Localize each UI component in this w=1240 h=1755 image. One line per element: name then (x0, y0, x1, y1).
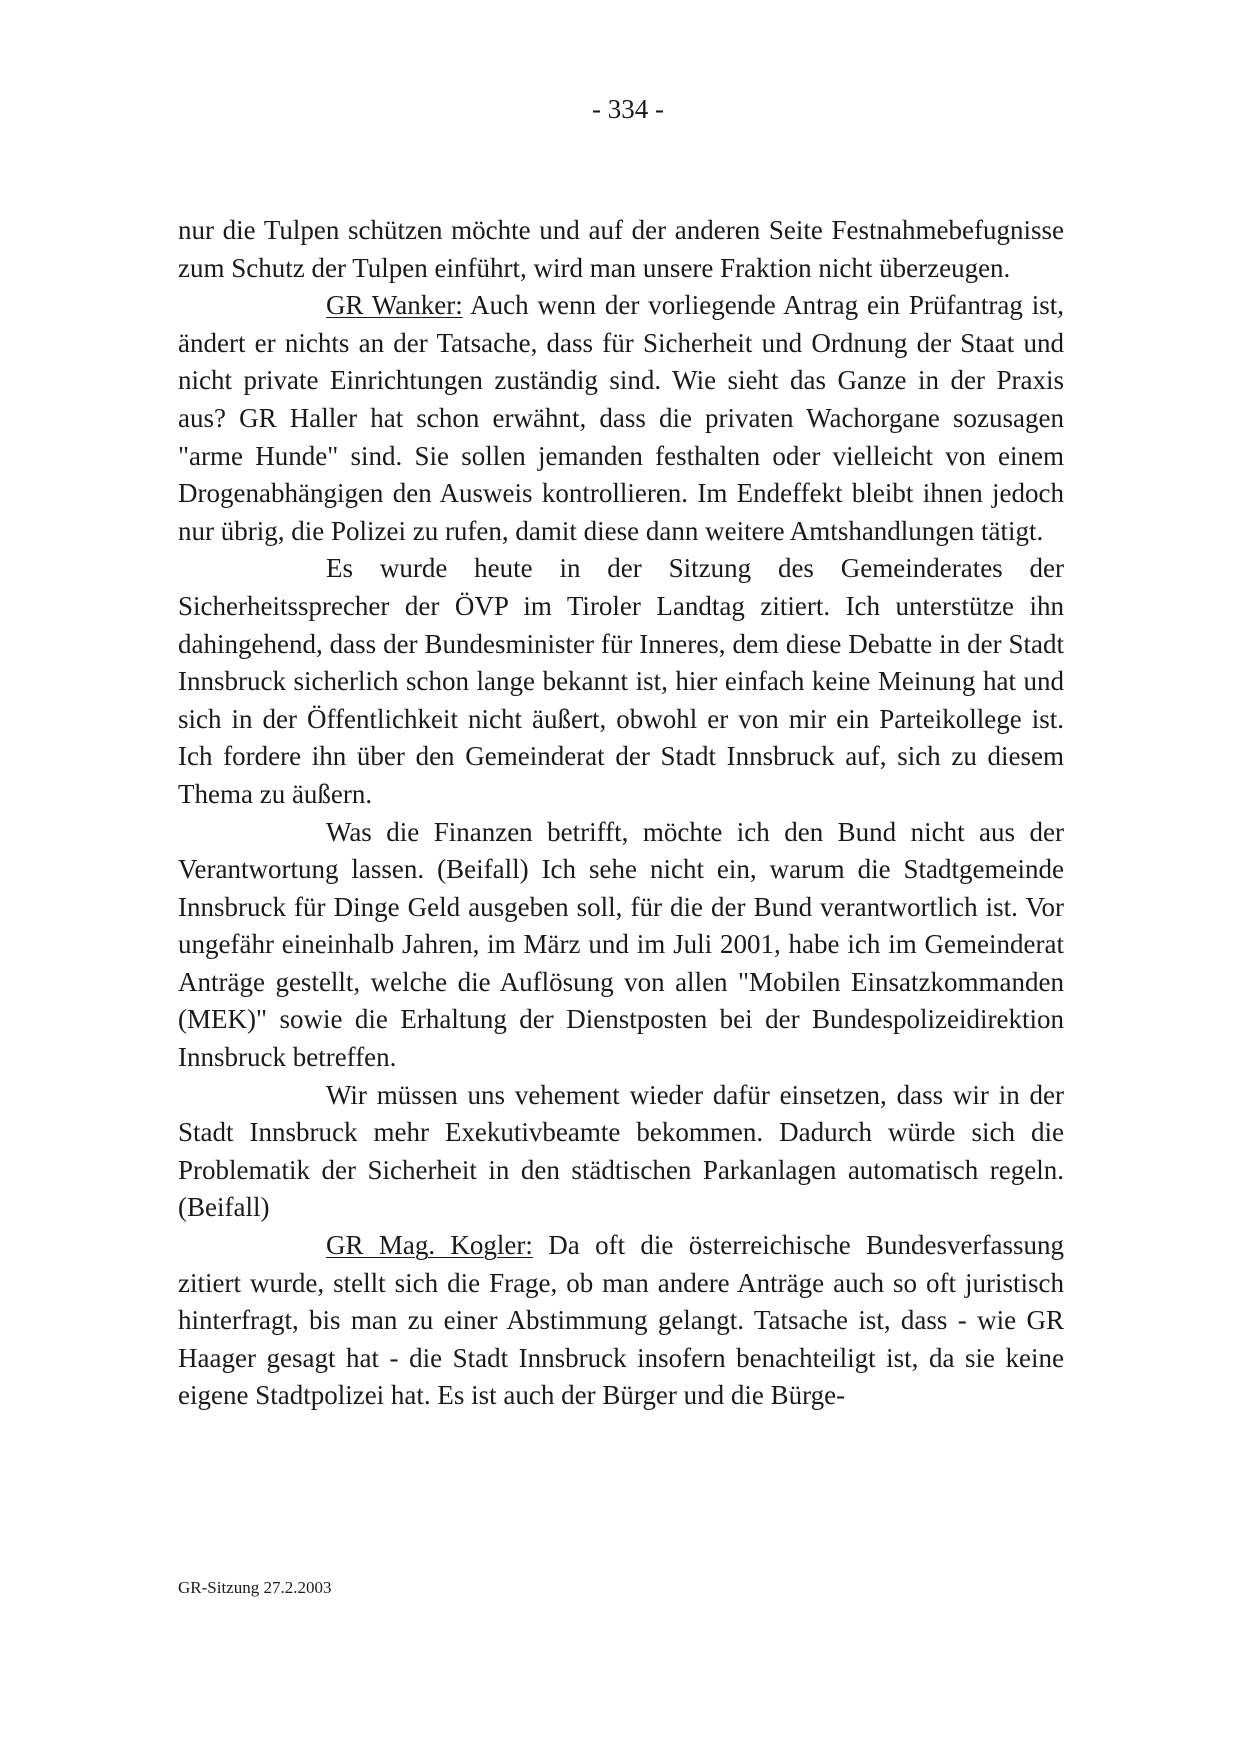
paragraph-text: Was die Finanzen betrifft, möchte ich den Bund nicht aus der Verantwortung lassen. (Beifall) Ich sehe nicht ein, warum die Stadtgemeinde Innsbruck für Dinge Geld ausgeben soll, für die der Bund verantwortlich ist. Vor ungefähr eineinhalb Jahren, im März und im Juli 2001, habe ich im Gemeinderat Anträge gestellt, welche die Auflösung von allen "Mobilen Einsatzkommanden (MEK)" sowie die Erhaltung der Dienstposten bei der Bundespolizeidirektion Innsbruck betreffen. (178, 816, 1064, 1073)
paragraph-finanzen (178, 814, 1064, 1077)
paragraph-text: Es wurde heute in der Sitzung des Gemeinderates der Sicherheitssprecher der ÖVP im Tiroler Landtag zitiert. Ich unterstütze ihn dahingehend, dass der Bundesminister für Inneres, dem diese Debatte in der Stadt Innsbruck sicherlich schon lange bekannt ist, hier einfach keine Meinung hat und sich in der Öffentlichkeit nicht äußert, obwohl er von mir ein Parteikollege ist. Ich fordere ihn über den Gemeinderat der Stadt Innsbruck auf, sich zu diesem Thema zu äußern. (178, 553, 1064, 809)
paragraph-text: Wir müssen uns vehement wieder dafür einsetzen, dass wir in der Stadt Innsbruck mehr Exekutivbeamte bekommen. Dadurch würde sich die Problematik der Sicherheit in den städtischen Parkanlagen automatisch regeln. (Beifall) (178, 1079, 1064, 1223)
paragraph-exekutivbeamte (178, 1077, 1064, 1227)
body-text (178, 212, 1064, 1415)
page-number: - 334 - (592, 94, 664, 124)
speaker-name: GR Mag. Kogler: (326, 1230, 533, 1261)
paragraph-text: Da oft die österreichische Bundesverfassung zitiert wurde, stellt sich die Frage, ob man andere Anträge auch so oft juristisch hinterfragt, bis man zu einer Abstimmung gelangt. Tatsache ist, dass - wie GR Haager gesagt hat - die Stadt Innsbruck insofern benachteiligt ist, da sie keine eigene Stadtpolizei hat. Es ist auch der Bürger und die Bürge- (178, 1230, 1064, 1411)
paragraph-text: nur die Tulpen schützen möchte und auf der anderen Seite Festnahmebefugnisse zum Schutz der Tulpen einführt, wird man unsere Fraktion nicht überzeugen. (178, 215, 1064, 283)
paragraph-text: Auch wenn der vorliegende Antrag ein Prüfantrag ist, ändert er nichts an der Tatsache, dass für Sicherheit und Ordnung der Staat und nicht private Einrichtungen zuständig sind. Wie sieht das Ganze in der Praxis aus? GR Haller hat schon erwähnt, dass die privaten Wachorgane sozusagen "arme Hunde" sind. Sie sollen jemanden festhalten oder vielleicht von einem Drogenabhängigen den Ausweis kontrollieren. Im Endeffekt bleibt ihnen jedoch nur übrig, die Polizei zu rufen, damit diese dann weitere Amtshandlungen tätigt. (178, 290, 1064, 546)
paragraph-sicherheitssprecher (178, 550, 1064, 813)
paragraph-continuation (178, 212, 1064, 287)
paragraph-wanker (178, 287, 1064, 550)
footer-session-date: GR-Sitzung 27.2.2003 (178, 1578, 332, 1597)
speaker-name: GR Wanker: (326, 290, 463, 321)
paragraph-kogler (178, 1227, 1064, 1415)
